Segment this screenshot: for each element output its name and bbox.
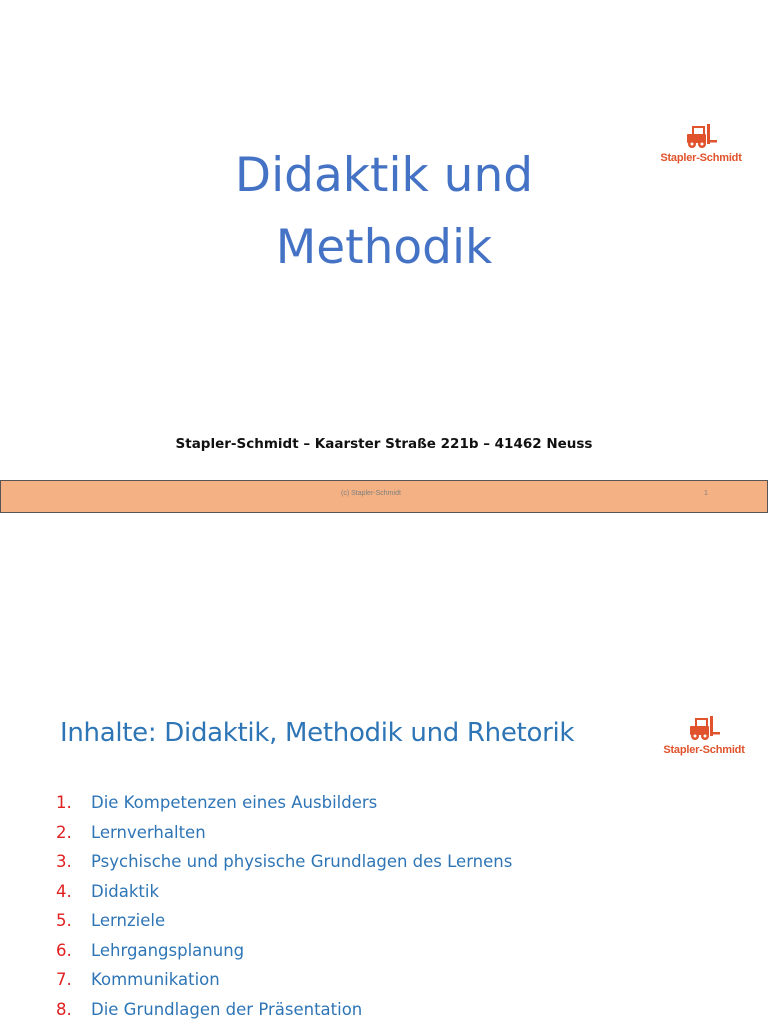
forklift-icon <box>687 714 721 742</box>
list-item-number: 7. <box>56 970 72 989</box>
list-item <box>56 965 512 995</box>
list-item-number: 8. <box>56 999 72 1019</box>
list-item <box>56 877 512 907</box>
list-item-number: 1. <box>56 793 72 812</box>
list-item-number: 6. <box>56 940 72 960</box>
logo-text: Stapler-Schmidt <box>663 744 745 756</box>
slide-footer <box>0 480 768 513</box>
list-item-label: Lernverhalten <box>91 822 206 842</box>
list-item <box>56 906 512 936</box>
company-address: Stapler-Schmidt – Kaarster Straße 221b – 41462 Neuss <box>175 436 593 452</box>
list-item-number: 5. <box>56 911 72 930</box>
slide-title-line-2: Methodik <box>275 220 493 275</box>
list-item-number: 4. <box>56 881 72 901</box>
list-item-label: Die Kompetenzen eines Ausbilders <box>91 793 378 812</box>
list-item <box>56 995 512 1024</box>
list-item-label: Lehrgangsplanung <box>91 940 245 960</box>
footer-page-number: 1 <box>704 490 708 497</box>
list-item-number: 3. <box>56 852 72 871</box>
footer-copyright: (c) Stapler-Schmidt <box>341 490 401 497</box>
slide-title-line-1: Didaktik und <box>234 148 534 203</box>
contents-list <box>56 788 512 1024</box>
slide-title <box>0 140 768 284</box>
list-item-label: Psychische und physische Grundlagen des Lernens <box>91 852 513 871</box>
list-item-label: Die Grundlagen der Präsentation <box>91 999 363 1019</box>
list-item-label: Didaktik <box>91 881 160 901</box>
slide-separator <box>0 514 768 530</box>
list-item <box>56 847 512 877</box>
list-item <box>56 788 512 818</box>
list-item <box>56 818 512 848</box>
list-item-label: Lernziele <box>91 911 166 930</box>
logo-text: Stapler-Schmidt <box>660 152 742 164</box>
list-item-label: Kommunikation <box>91 970 220 989</box>
list-item <box>56 936 512 966</box>
company-logo <box>655 708 753 768</box>
list-item-number: 2. <box>56 822 72 842</box>
contents-slide <box>0 530 768 1024</box>
contents-title: Inhalte: Didaktik, Methodik und Rhetorik <box>60 718 575 748</box>
